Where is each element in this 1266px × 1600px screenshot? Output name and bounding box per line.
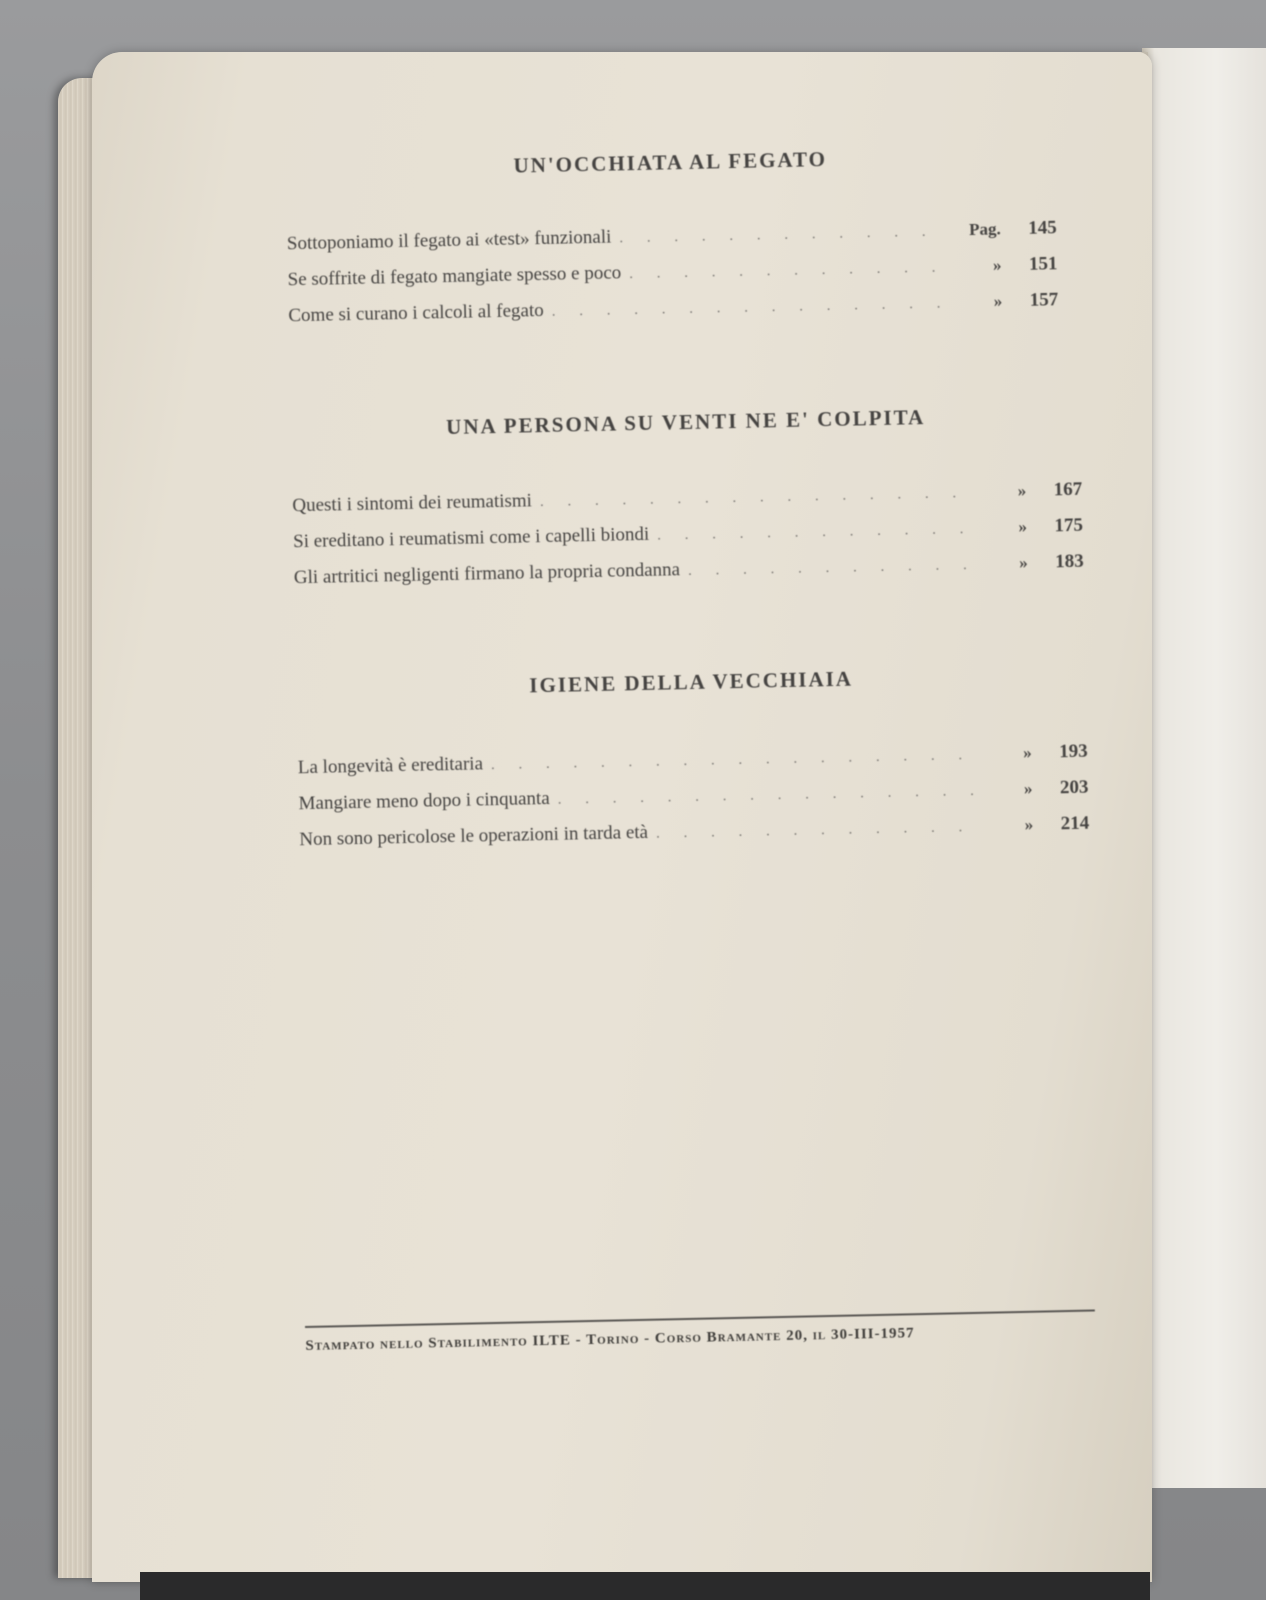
toc-entry-label: Se soffrite di fegato mangiate spesso e poco bbox=[287, 262, 622, 291]
bottom-shadow bbox=[140, 1572, 1150, 1600]
toc-entry-page: 214 bbox=[1060, 812, 1090, 835]
dot-leader bbox=[491, 747, 974, 774]
toc-entry-page: 203 bbox=[1059, 776, 1089, 799]
toc-entry-marker: » bbox=[993, 291, 1003, 311]
toc-entry-label: Questi i sintomi dei reumatismi bbox=[292, 490, 533, 517]
toc-entry-marker: » bbox=[1022, 742, 1032, 763]
toc-entry-label: Non sono pericolose le operazioni in tarda età bbox=[299, 821, 649, 851]
toc-entry-list bbox=[298, 741, 1090, 866]
toc-entry-marker: Pag. bbox=[968, 219, 1001, 240]
section-title: UN'OCCHIATA AL FEGATO bbox=[513, 147, 828, 178]
facing-cover bbox=[1142, 48, 1266, 1488]
toc-section bbox=[285, 142, 1059, 341]
toc-entry-page: 193 bbox=[1058, 740, 1088, 763]
toc-entry-marker: » bbox=[1017, 480, 1027, 501]
dot-leader bbox=[540, 485, 969, 511]
toc-entry-page: 167 bbox=[1053, 478, 1083, 501]
section-title: UNA PERSONA SU VENTI NE E' COLPITA bbox=[445, 405, 926, 440]
toc-entry-page: 151 bbox=[1028, 253, 1058, 275]
toc-entry-page: 183 bbox=[1054, 550, 1084, 573]
toc-entry-label: Si ereditano i reumatismi come i capelli biondi bbox=[292, 523, 650, 553]
dot-leader bbox=[657, 521, 969, 545]
toc-section bbox=[296, 662, 1090, 866]
dot-leader bbox=[558, 783, 975, 809]
toc-entry-list bbox=[292, 479, 1084, 604]
toc-entry-marker: » bbox=[1019, 552, 1028, 573]
toc-entry-page: 157 bbox=[1029, 289, 1059, 311]
colophon-text: Stampato nello Stabilimento ILTE - Torino - Corso Bramante 20, il 30-III-1957 bbox=[305, 1325, 915, 1354]
toc-entry-marker: » bbox=[1023, 778, 1033, 799]
toc-entry-label: Come si curano i calcoli al fegato bbox=[288, 299, 544, 327]
toc-entry-label: Sottoponiamo il fegato ai «test» funzionali bbox=[286, 226, 612, 255]
toc-entry-marker: » bbox=[1018, 516, 1028, 537]
dot-leader bbox=[619, 224, 943, 248]
dot-leader bbox=[552, 296, 945, 321]
toc-entry-page: 175 bbox=[1054, 514, 1084, 537]
dot-leader bbox=[688, 557, 970, 580]
toc-entry-label: La longevità è ereditaria bbox=[297, 753, 484, 779]
toc-entry-marker: » bbox=[992, 255, 1002, 275]
dot-leader bbox=[629, 260, 944, 284]
toc-entry-label: Mangiare meno dopo i cinquanta bbox=[298, 787, 550, 815]
toc-entry-marker: » bbox=[1024, 814, 1034, 835]
toc-section bbox=[291, 402, 1085, 604]
toc-entry-label: Gli artritici negligenti firmano la propria condanna bbox=[293, 559, 681, 589]
dot-leader bbox=[656, 819, 976, 843]
section-title: IGIENE DELLA VECCHIAIA bbox=[529, 666, 854, 698]
toc-entry-list bbox=[287, 217, 1059, 341]
toc-entry-page: 145 bbox=[1027, 217, 1057, 239]
